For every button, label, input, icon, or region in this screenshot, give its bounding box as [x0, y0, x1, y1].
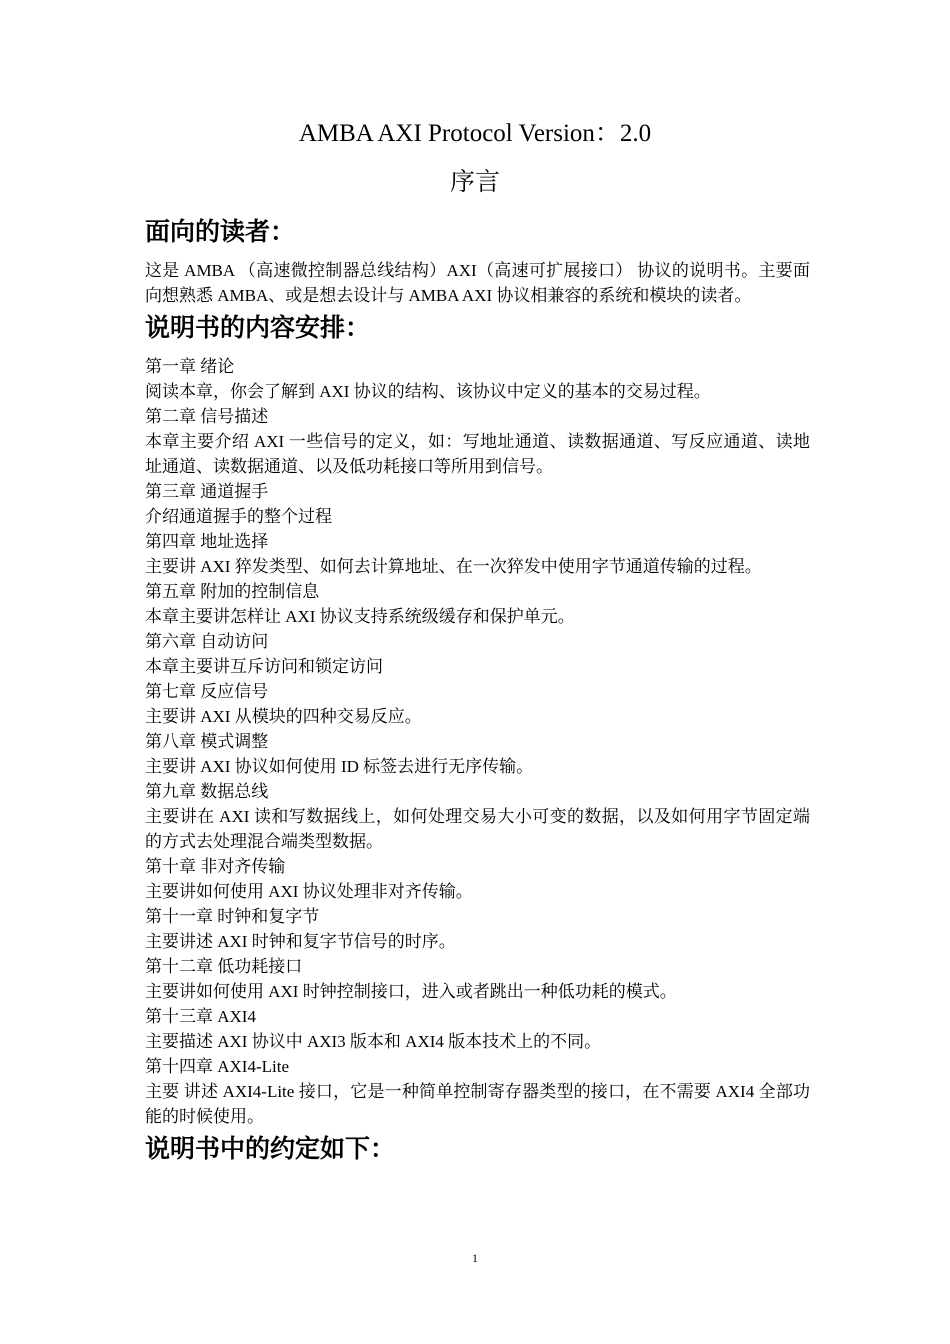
chapter-title: 第十三章 AXI4 [145, 1007, 256, 1026]
chapter-title: 第九章 数据总线 [145, 782, 269, 801]
chapter-description: 本章主要讲互斥访问和锁定访问 [145, 657, 383, 676]
document-subtitle: 序言 [449, 169, 500, 196]
chapter-description: 本章主要讲怎样让 AXI 协议支持系统级缓存和保护单元。 [145, 607, 575, 626]
chapter-description: 主要讲 AXI 协议如何使用 ID 标签去进行无序传输。 [145, 757, 534, 776]
chapter-title: 第一章 绪论 [145, 357, 235, 376]
chapter-description: 主要讲述 AXI 时钟和复字节信号的时序。 [145, 932, 456, 951]
chapter-description: 主要讲 AXI 猝发类型、如何去计算地址、在一次猝发中使用字节通道传输的过程。 [145, 557, 762, 576]
chapter-title: 第五章 附加的控制信息 [145, 582, 320, 601]
document-title: AMBA AXI Protocol Version：2.0 [298, 120, 652, 147]
chapter-description: 本章主要介绍 AXI 一些信号的定义，如：写地址通道、读数据通道、写反应通道、读地址通道、读数据通道、以及低功耗接口等所用到信号。 [145, 432, 810, 476]
chapter-title: 第七章 反应信号 [145, 682, 269, 701]
chapter-description: 主要讲 AXI 从模块的四种交易反应。 [145, 707, 422, 726]
chapter-title: 第十四章 AXI4-Lite [145, 1057, 290, 1076]
chapter-description: 主要描述 AXI 协议中 AXI3 版本和 AXI4 版本技术上的不同。 [145, 1032, 602, 1051]
chapter-description: 主要讲如何使用 AXI 时钟控制接口，进入或者跳出一种低功耗的模式。 [145, 982, 677, 1001]
chapter-description: 主要讲在 AXI 读和写数据线上，如何处理交易大小可变的数据，以及如何用字节固定端的方式去处理混合端类型数据。 [145, 807, 810, 851]
chapter-title: 第八章 模式调整 [145, 732, 269, 751]
chapter-title: 第六章 自动访问 [145, 632, 269, 651]
audience-heading: 面向的读者： [145, 219, 296, 246]
chapter-description: 阅读本章，你会了解到 AXI 协议的结构、该协议中定义的基本的交易过程。 [145, 382, 711, 401]
page-number: 1 [472, 1251, 478, 1265]
chapter-description: 介绍通道握手的整个过程 [145, 507, 332, 526]
chapter-title: 第二章 信号描述 [145, 407, 269, 426]
chapter-title: 第十一章 时钟和复字节 [145, 907, 320, 926]
conventions-heading: 说明书中的约定如下： [145, 1136, 396, 1163]
chapter-title: 第十章 非对齐传输 [145, 857, 286, 876]
chapter-list [145, 354, 810, 1129]
chapter-title: 第四章 地址选择 [145, 532, 269, 551]
organization-heading: 说明书的内容安排： [145, 315, 371, 342]
chapter-description: 主要 讲述 AXI4-Lite 接口，它是一种简单控制寄存器类型的接口，在不需要 AXI4 全部功能的时候使用。 [145, 1082, 810, 1126]
document-body [145, 214, 810, 1169]
chapter-title: 第十二章 低功耗接口 [145, 957, 303, 976]
audience-text: 这是 AMBA （高速微控制器总线结构）AXI（高速可扩展接口） 协议的说明书。主要面向想熟悉 AMBA、或是想去设计与 AMBA AXI 协议相兼容的系统和模块的读者。 [145, 261, 810, 305]
chapter-description: 主要讲如何使用 AXI 协议处理非对齐传输。 [145, 882, 473, 901]
chapter-title: 第三章 通道握手 [145, 482, 269, 501]
